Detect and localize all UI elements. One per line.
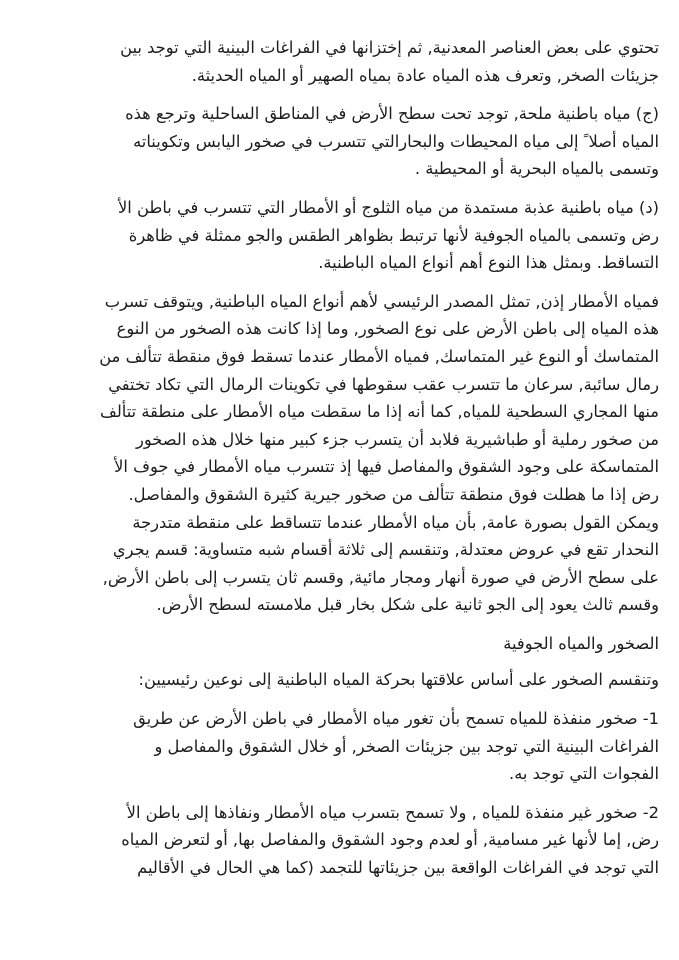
text-line: (د) مياه باطنية عذبة مستمدة من مياه الثلوج أو الأمطار التي تتسرب في باطن الأ	[117, 197, 659, 217]
text-line: 2- صخور غير منفذة للمياه , ولا تسمح بتسرب مياه الأمطار ونفاذها إلى باطن الأ	[126, 802, 659, 822]
text-line: الصخور والمياه الجوفية	[503, 633, 659, 653]
text-line: رض إذا ما هطلت فوق منطقة تتألف من صخور جيرية كثيرة الشقوق والمفاصل.	[128, 484, 659, 504]
text-line: التساقط. وبمثل هذا النوع أهم أنواع المياه الباطنية.	[318, 253, 659, 273]
text-line: منها المجاري السطحية للمياه, كما أنه إذا ما سقطت مياه الأمطار على منطقة تتألف	[99, 402, 659, 422]
paragraph-rain-source	[38, 288, 659, 619]
text-line: من صخور رملية أو طباشيرية فلابد أن يتسرب جزء كبير منها خلال هذه الصخور	[136, 429, 659, 449]
text-line: تحتوي على بعض العناصر المعدنية, ثم إختزانها في الفراغات البينية التي توجد بين	[120, 38, 659, 57]
text-line: وقسم ثالث يعود إلى الجو ثانية على شكل بخار قبل ملامسته لسطح الأرض.	[156, 595, 659, 615]
text-line: ويمكن القول بصورة عامة, بأن مياه الأمطار عندما تتساقط على منقطة متدرجة	[132, 512, 659, 532]
paragraph-type-1	[38, 705, 659, 788]
text-line: وتنقسم الصخور على أساس علاقتها بحركة المياه الباطنية إلى نوعين رئيسيين:	[138, 670, 659, 690]
paragraph-type-2	[38, 799, 659, 882]
text-line: 1- صخور منفذة للمياه تسمح بأن تغور مياه الأمطار في باطن الأرض عن طريق	[133, 709, 659, 729]
text-line: رض وتسمى بالمياه الجوفية لأنها ترتبط بظواهر الطقس والجو ممثلة في ظاهرة	[128, 225, 659, 245]
text-line: النحدار تقع في عروض معتدلة, وتنقسم إلى ثلاثة أقسام شبه متساوية: قسم يجري	[112, 540, 659, 560]
text-line: هذه المياه إلى باطن الأرض على نوع الصخور, وما إذا كانت هذه الصخور من النوع	[116, 319, 659, 339]
text-line: رض, إما لأنها غير مسامية, أو لعدم وجود الشقوق والمفاصل بها, أو لتعرض المياه	[121, 830, 659, 850]
text-line: المتماسك أو النوع غير المتماسك, فمياه الأمطار عندما تسقط فوق منقطة تتألف من	[99, 346, 659, 366]
text-line: جزيئات الصخر, وتعرف هذه المياه عادة بمياه الصهير أو المياه الحديثة.	[191, 65, 659, 85]
section-title	[38, 630, 659, 658]
text-line: (ج) مياه باطنية ملحة, توجد تحت سطح الأرض في المناطق الساحلية وترجع هذه	[125, 104, 659, 124]
paragraph-division	[38, 666, 659, 694]
text-line: رمال سائبة, سرعان ما تتسرب عقب سقوطها في تكوينات الرمال التي تكاد تختفي	[108, 374, 659, 394]
text-line: التي توجد في الفراغات الواقعة بين جزيئاتها للتجمد (كما هي الحال في الأقاليم	[137, 858, 659, 878]
text-line: على سطح الأرض في صورة أنهار ومجار مائية, وقسم ثان يتسرب إلى باطن الأرض,	[102, 567, 659, 587]
text-line: المتماسكة على وجود الشقوق والمفاصل فيها إذ تتسرب مياه الأمطار في جوف الأ	[114, 457, 659, 477]
text-line: الفجوات التي توجد به.	[509, 764, 659, 784]
paragraph-item-c	[38, 100, 659, 183]
text-line: وتسمى بالمياه البحرية أو المحيطية .	[414, 159, 659, 179]
paragraph-item-d	[38, 194, 659, 277]
text-line: المياه أصلا ً إلى مياه المحيطات والبحارالتي تتسرب في صخور اليابس وتكويناته	[133, 131, 659, 151]
paragraph-continuation	[38, 34, 659, 89]
text-line: فمياه الأمطار إذن, تمثل المصدر الرئيسي لأهم أنواع المياه الباطنية, ويتوقف تسرب	[104, 291, 659, 311]
text-line: الفراغات البينية التي توجد بين جزيئات الصخر, أو خلال الشقوق والمفاصل و	[154, 736, 659, 756]
